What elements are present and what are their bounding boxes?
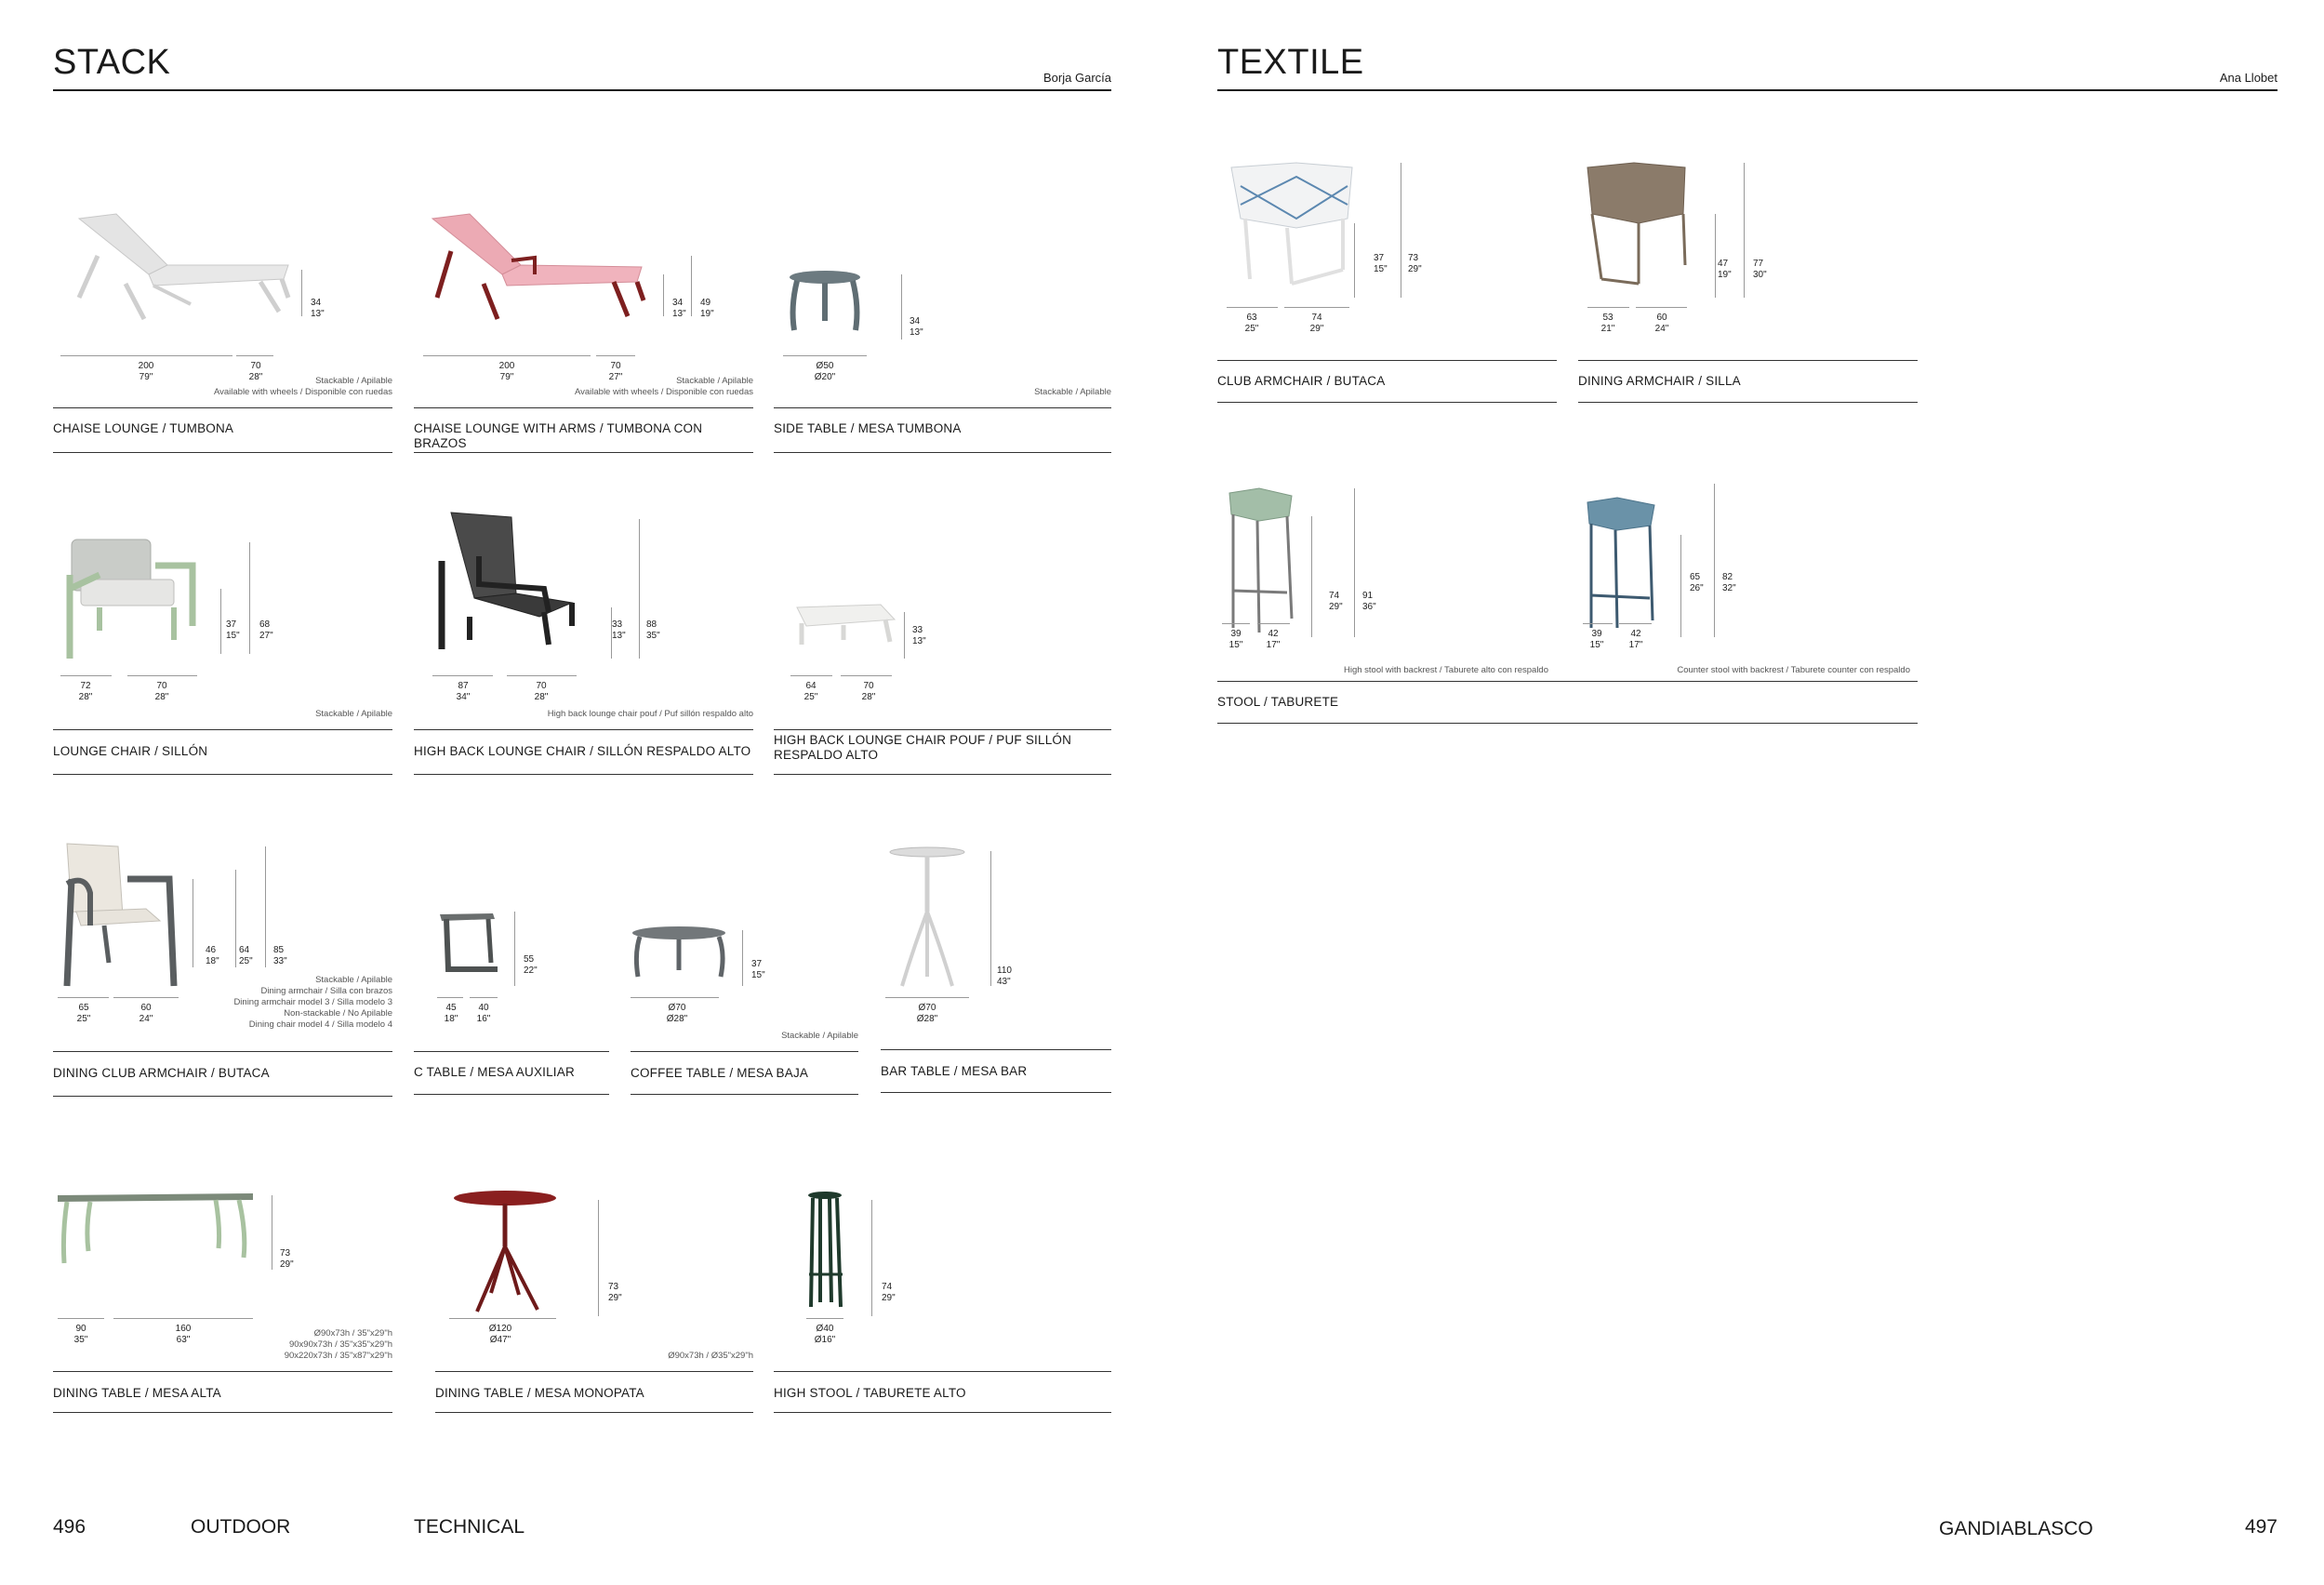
product-c-table bbox=[414, 837, 609, 1098]
height-dim-seat: 33 13" bbox=[612, 619, 626, 641]
series-title-stack: STACK bbox=[53, 43, 171, 82]
note-wheels: Available with wheels / Disponible con ruedas bbox=[574, 387, 753, 397]
high-back-lounge-chair-image bbox=[432, 510, 591, 668]
height-dim: 34 13" bbox=[910, 316, 923, 338]
dim-depth: 70 28" bbox=[154, 681, 169, 702]
dim-width: 63 25" bbox=[1244, 313, 1259, 334]
note-stackable: Stackable / Apilable bbox=[676, 376, 753, 386]
dim-diameter: Ø70 Ø28" bbox=[666, 1003, 688, 1024]
dim-width: 87 34" bbox=[456, 681, 471, 702]
high-stool-backrest-image bbox=[1222, 488, 1315, 637]
dim-width: 39 15" bbox=[1228, 629, 1243, 650]
dim-width: 70 28" bbox=[248, 361, 263, 382]
dim-depth: 60 24" bbox=[139, 1003, 153, 1024]
dim-width: 72 28" bbox=[78, 681, 93, 702]
product-chaise-lounge-arms bbox=[414, 186, 753, 456]
series-title-textile: TEXTILE bbox=[1217, 43, 1364, 82]
note-size-3: 90x220x73h / 35"x87"x29"h bbox=[284, 1351, 392, 1361]
dim-length: 200 79" bbox=[498, 361, 515, 382]
footer-subsection: TECHNICAL bbox=[414, 1516, 525, 1538]
note-wheels: Available with wheels / Disponible con ruedas bbox=[213, 387, 392, 397]
dim-width: 65 25" bbox=[76, 1003, 91, 1024]
note-stackable: Stackable / Apilable bbox=[1034, 387, 1111, 397]
product-chaise-lounge bbox=[53, 186, 392, 456]
product-stool bbox=[1217, 479, 1918, 730]
note-counter-stool: Counter stool with backrest / Taburete counter con respaldo bbox=[1677, 665, 1910, 675]
height-dim-seat: 37 15" bbox=[1374, 253, 1388, 274]
c-table-image bbox=[437, 912, 511, 995]
high-stool-image bbox=[802, 1191, 867, 1321]
dining-table-monopata-image bbox=[449, 1191, 579, 1321]
dim-depth: 60 24" bbox=[1654, 313, 1669, 334]
dim-width: 39 15" bbox=[1589, 629, 1604, 650]
dim-depth: 70 28" bbox=[534, 681, 549, 702]
height-dim: 33 13" bbox=[912, 625, 926, 646]
product-high-stool bbox=[774, 1172, 1111, 1414]
header-rule-left bbox=[53, 89, 1111, 91]
height-dim: 55 22" bbox=[524, 954, 538, 976]
height-dim-total: 77 30" bbox=[1753, 259, 1767, 280]
height-dim-seat: 65 26" bbox=[1690, 572, 1704, 593]
product-label: BAR TABLE / MESA BAR bbox=[881, 1064, 1028, 1078]
product-bar-table bbox=[881, 837, 1111, 1098]
note-stackable: Stackable / Apilable bbox=[315, 376, 392, 386]
dim-depth: 42 17" bbox=[1266, 629, 1281, 650]
product-coffee-table bbox=[631, 837, 858, 1098]
dim-width: 53 21" bbox=[1600, 313, 1615, 334]
product-label: HIGH STOOL / TABURETE ALTO bbox=[774, 1386, 966, 1400]
height-dim: 110 43" bbox=[997, 966, 1012, 987]
height-dim-arm: 64 25" bbox=[239, 945, 253, 966]
coffee-table-image bbox=[631, 926, 742, 991]
product-label: DINING TABLE / MESA ALTA bbox=[53, 1386, 221, 1400]
header-rule-right bbox=[1217, 89, 2278, 91]
note-high-stool: High stool with backrest / Taburete alto con respaldo bbox=[1343, 665, 1548, 675]
dim-width: 45 18" bbox=[444, 1003, 458, 1024]
dim-depth: 42 17" bbox=[1628, 629, 1643, 650]
note-stackable: Stackable / Apilable bbox=[315, 709, 392, 719]
height-dim-seat: 47 19" bbox=[1718, 259, 1732, 280]
dining-armchair-image bbox=[1583, 163, 1704, 293]
footer-section: OUTDOOR bbox=[191, 1516, 291, 1538]
height-dim-total: 91 36" bbox=[1362, 591, 1376, 612]
product-dining-club-armchair bbox=[53, 837, 392, 1098]
pouf-image bbox=[792, 603, 904, 659]
note-stackable: Stackable / Apilable bbox=[781, 1031, 858, 1041]
dim-depth: 70 28" bbox=[861, 681, 876, 702]
height-dim-total: 85 33" bbox=[273, 945, 287, 966]
height-dim-seat: 46 18" bbox=[206, 945, 219, 966]
dim-diameter: Ø70 Ø28" bbox=[916, 1003, 938, 1024]
height-dim-seat: 37 15" bbox=[226, 619, 240, 641]
chaise-lounge-image bbox=[60, 209, 339, 340]
dim-diameter: Ø40 Ø16" bbox=[814, 1324, 836, 1345]
lounge-chair-image bbox=[62, 538, 211, 668]
product-label: CHAISE LOUNGE / TUMBONA bbox=[53, 421, 234, 435]
note-size: Ø90x73h / Ø35"x29"h bbox=[668, 1351, 753, 1361]
note-size-1: Ø90x73h / 35"x29"h bbox=[313, 1328, 392, 1339]
page-number-right: 497 bbox=[2244, 1516, 2278, 1538]
note-dining-armchair: Dining armchair / Silla con brazos bbox=[260, 986, 392, 996]
product-high-back-lounge-chair bbox=[414, 510, 753, 779]
designer-left: Borja García bbox=[1043, 71, 1111, 85]
product-club-armchair bbox=[1217, 158, 1557, 405]
club-armchair-image bbox=[1222, 163, 1361, 293]
product-label: STOOL / TABURETE bbox=[1217, 695, 1339, 709]
dim-depth: 40 16" bbox=[476, 1003, 491, 1024]
note-stackable: Stackable / Apilable bbox=[315, 975, 392, 985]
height-dim: 74 29" bbox=[882, 1282, 896, 1303]
dim-diameter: Ø50 Ø20" bbox=[814, 361, 836, 382]
product-label: HIGH BACK LOUNGE CHAIR POUF / PUF SILLÓN RESPALDO ALTO bbox=[774, 733, 1072, 762]
product-label: HIGH BACK LOUNGE CHAIR / SILLÓN RESPALDO ALTO bbox=[414, 744, 751, 758]
side-table-image bbox=[783, 270, 876, 340]
dim-width: 70 27" bbox=[608, 361, 623, 382]
note-size-2: 90x90x73h / 35"x35"x29"h bbox=[288, 1339, 392, 1350]
height-dim-seat: 34 13" bbox=[672, 298, 686, 319]
product-label: DINING TABLE / MESA MONOPATA bbox=[435, 1386, 644, 1400]
page-number-left: 496 bbox=[53, 1516, 86, 1538]
product-lounge-chair bbox=[53, 510, 392, 779]
dining-club-armchair-image bbox=[58, 842, 206, 995]
product-label: LOUNGE CHAIR / SILLÓN bbox=[53, 744, 208, 758]
product-dining-table-monopata bbox=[435, 1172, 753, 1414]
dim-depth: 74 29" bbox=[1309, 313, 1324, 334]
dim-length: 200 79" bbox=[138, 361, 154, 382]
height-dim-total: 73 29" bbox=[1408, 253, 1422, 274]
bar-table-image bbox=[885, 846, 978, 995]
height-dim-total: 68 27" bbox=[259, 619, 273, 641]
product-label: CHAISE LOUNGE WITH ARMS / TUMBONA CON BRAZOS bbox=[414, 421, 703, 450]
brand-name: GANDIABLASCO bbox=[1939, 1518, 2093, 1539]
chaise-lounge-arms-image bbox=[428, 209, 707, 340]
product-side-table bbox=[774, 186, 1111, 456]
product-pouf bbox=[774, 510, 1111, 779]
height-dim: 73 29" bbox=[280, 1248, 294, 1270]
dim-diameter: Ø120 Ø47" bbox=[488, 1324, 512, 1345]
counter-stool-backrest-image bbox=[1580, 498, 1673, 637]
product-label: COFFEE TABLE / MESA BAJA bbox=[631, 1066, 809, 1080]
product-dining-table bbox=[53, 1172, 392, 1414]
height-dim-total: 82 32" bbox=[1722, 572, 1736, 593]
dining-table-image bbox=[53, 1191, 267, 1274]
product-dining-armchair bbox=[1578, 158, 1918, 405]
note-model-4: Dining chair model 4 / Silla modelo 4 bbox=[248, 1019, 392, 1030]
note-model-3: Dining armchair model 3 / Silla modelo 3 bbox=[233, 997, 392, 1007]
dim-width: 64 25" bbox=[803, 681, 818, 702]
height-dim: 34 13" bbox=[311, 298, 325, 319]
height-dim: 37 15" bbox=[751, 959, 765, 980]
height-dim-arm: 49 19" bbox=[700, 298, 714, 319]
product-label: DINING ARMCHAIR / SILLA bbox=[1578, 374, 1741, 388]
product-label: SIDE TABLE / MESA TUMBONA bbox=[774, 421, 962, 435]
dim-width: 90 35" bbox=[73, 1324, 88, 1345]
dim-length: 160 63" bbox=[175, 1324, 192, 1345]
height-dim: 73 29" bbox=[608, 1282, 622, 1303]
note-non-stackable: Non-stackable / No Apilable bbox=[284, 1008, 392, 1019]
designer-right: Ana Llobet bbox=[2219, 71, 2278, 85]
height-dim-seat: 74 29" bbox=[1329, 591, 1343, 612]
product-label: C TABLE / MESA AUXILIAR bbox=[414, 1065, 575, 1079]
product-label: CLUB ARMCHAIR / BUTACA bbox=[1217, 374, 1386, 388]
height-dim-total: 88 35" bbox=[646, 619, 660, 641]
product-label: DINING CLUB ARMCHAIR / BUTACA bbox=[53, 1066, 270, 1080]
note-pouf: High back lounge chair pouf / Puf sillón respaldo alto bbox=[547, 709, 753, 719]
